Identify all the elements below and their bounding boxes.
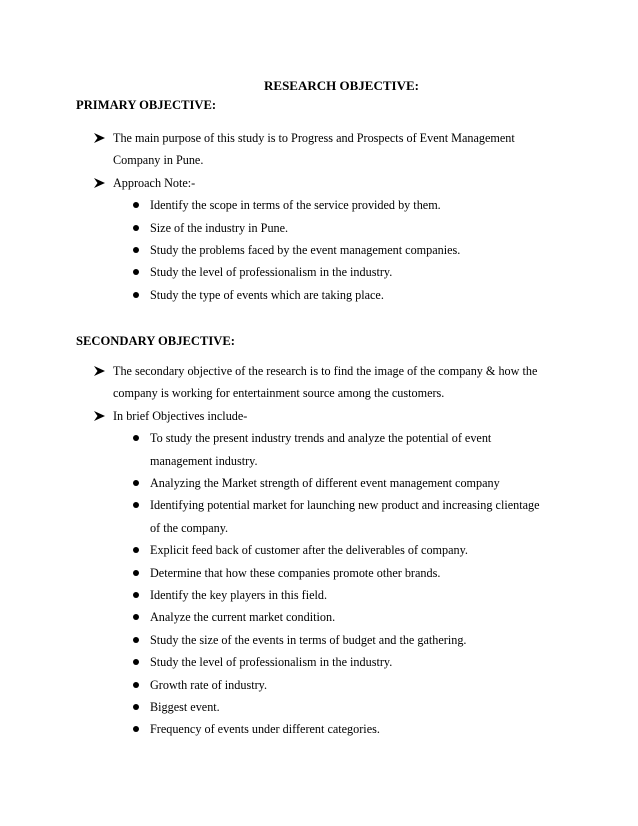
page-title: RESEARCH OBJECTIVE:	[264, 78, 419, 93]
bullet-item-text: Growth rate of industry.	[150, 677, 267, 692]
bullet-dot-icon	[133, 480, 139, 486]
bullet-dot-icon	[133, 202, 139, 208]
bullet-dot-icon	[133, 726, 139, 732]
section-heading: PRIMARY OBJECTIVE:	[76, 98, 217, 112]
arrow-bullet-icon	[94, 175, 108, 191]
arrow-item-text: In brief Objectives include-	[113, 408, 248, 423]
bullet-dot-icon	[133, 614, 139, 620]
bullet-item-text: Study the problems faced by the event management companies.	[150, 243, 461, 257]
bullet-item-text: management industry.	[150, 453, 258, 468]
arrow-bullet-icon	[94, 363, 108, 379]
bullet-dot-icon	[133, 502, 139, 508]
bullet-item-text: Frequency of events under different categories.	[150, 722, 380, 737]
bullet-item-text: Biggest event.	[150, 700, 220, 714]
bullet-item-text: Study the level of professionalism in the industry.	[150, 265, 393, 280]
bullet-dot-icon	[133, 637, 139, 643]
bullet-item-text: Explicit feed back of customer after the deliverables of company.	[150, 543, 468, 558]
bullet-dot-icon	[133, 435, 139, 441]
bullet-dot-icon	[133, 570, 139, 576]
arrow-item-text: The secondary objective of the research is to find the image of the company & how the	[113, 364, 538, 378]
bullet-dot-icon	[133, 269, 139, 275]
bullet-dot-icon	[133, 225, 139, 231]
bullet-item-text: Analyze the current market condition.	[150, 610, 336, 625]
bullet-dot-icon	[133, 659, 139, 665]
bullet-dot-icon	[133, 682, 139, 688]
arrow-item-text: Company in Pune.	[113, 153, 204, 168]
arrow-bullet-icon	[94, 130, 108, 146]
bullet-item-text: Identify the scope in terms of the service provided by them.	[150, 198, 441, 213]
bullet-item-text: Analyzing the Market strength of different event management company	[150, 476, 500, 490]
arrow-item-text: Approach Note:-	[113, 175, 196, 190]
bullet-dot-icon	[133, 247, 139, 253]
bullet-item-text: Identifying potential market for launching new product and increasing clientage	[150, 498, 540, 513]
arrow-bullet-icon	[94, 408, 108, 424]
bullet-item-text: Study the level of professionalism in the industry.	[150, 655, 393, 670]
bullet-dot-icon	[133, 292, 139, 298]
section-heading: SECONDARY OBJECTIVE:	[76, 334, 235, 348]
bullet-item-text: Determine that how these companies promote other brands.	[150, 565, 441, 580]
bullet-item-text: of the company.	[150, 520, 229, 535]
bullet-item-text: To study the present industry trends and analyze the potential of event	[150, 431, 492, 446]
bullet-item-text: Study the size of the events in terms of budget and the gathering.	[150, 632, 467, 647]
arrow-item-text: company is working for entertainment source among the customers.	[113, 386, 445, 401]
arrow-item-text: The main purpose of this study is to Progress and Prospects of Event Management	[113, 131, 515, 145]
bullet-dot-icon	[133, 547, 139, 553]
bullet-item-text: Identify the key players in this field.	[150, 588, 328, 602]
bullet-dot-icon	[133, 592, 139, 598]
bullet-dot-icon	[133, 704, 139, 710]
bullet-item-text: Study the type of events which are taking place.	[150, 287, 384, 302]
bullet-item-text: Size of the industry in Pune.	[150, 220, 289, 235]
